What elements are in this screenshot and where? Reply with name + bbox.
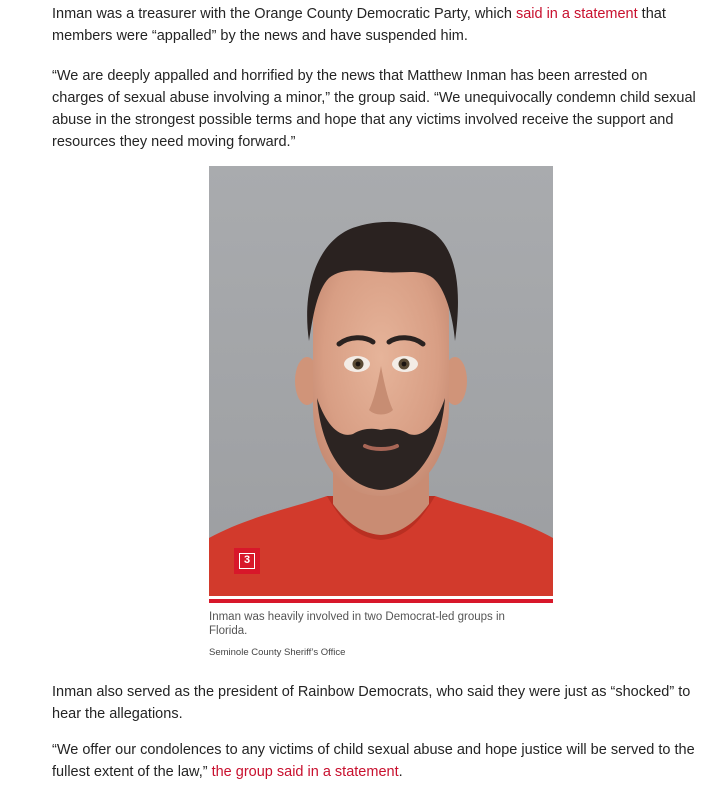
article-paragraph: Inman also served as the president of Rainbow Democrats, who said they were just as “shocked” to hear the allegations. <box>52 684 691 722</box>
paragraph-text: Inman was a treasurer with the Orange County Democratic Party, which <box>52 6 516 22</box>
caption-divider <box>209 599 553 603</box>
paragraph-text: that members were “appalled” by the news and have suspended him. <box>52 6 666 44</box>
gallery-index: 3 <box>239 553 255 569</box>
article-paragraph <box>52 739 702 783</box>
photo-credit: Seminole County Sheriff’s Office <box>209 647 346 658</box>
article-paragraph: “We are deeply appalled and horrified by the news that Matthew Inman has been arrested on charges of sexual abuse involving a minor,” the group said. “We unequivocally condemn child sexual abuse in the strongest possible terms and hope that any victims involved receive the support and resources they need moving forward.” <box>52 68 696 150</box>
mugshot-image <box>209 166 553 596</box>
statement-link[interactable]: said in a statement <box>515 6 638 22</box>
paragraph-text: . <box>398 764 403 780</box>
article-figure <box>209 166 553 659</box>
article-paragraph <box>52 3 697 47</box>
paragraph-text: “We offer our condolences to any victims of child sexual abuse and hope justice will be served to the fullest extent of the law,” <box>52 742 695 780</box>
statement-link[interactable]: the group said in a statement <box>211 764 399 780</box>
mugshot-photo[interactable] <box>209 166 553 596</box>
gallery-icon[interactable] <box>234 548 260 574</box>
photo-caption: Inman was heavily involved in two Democrat-led groups in Florida. <box>209 611 505 637</box>
